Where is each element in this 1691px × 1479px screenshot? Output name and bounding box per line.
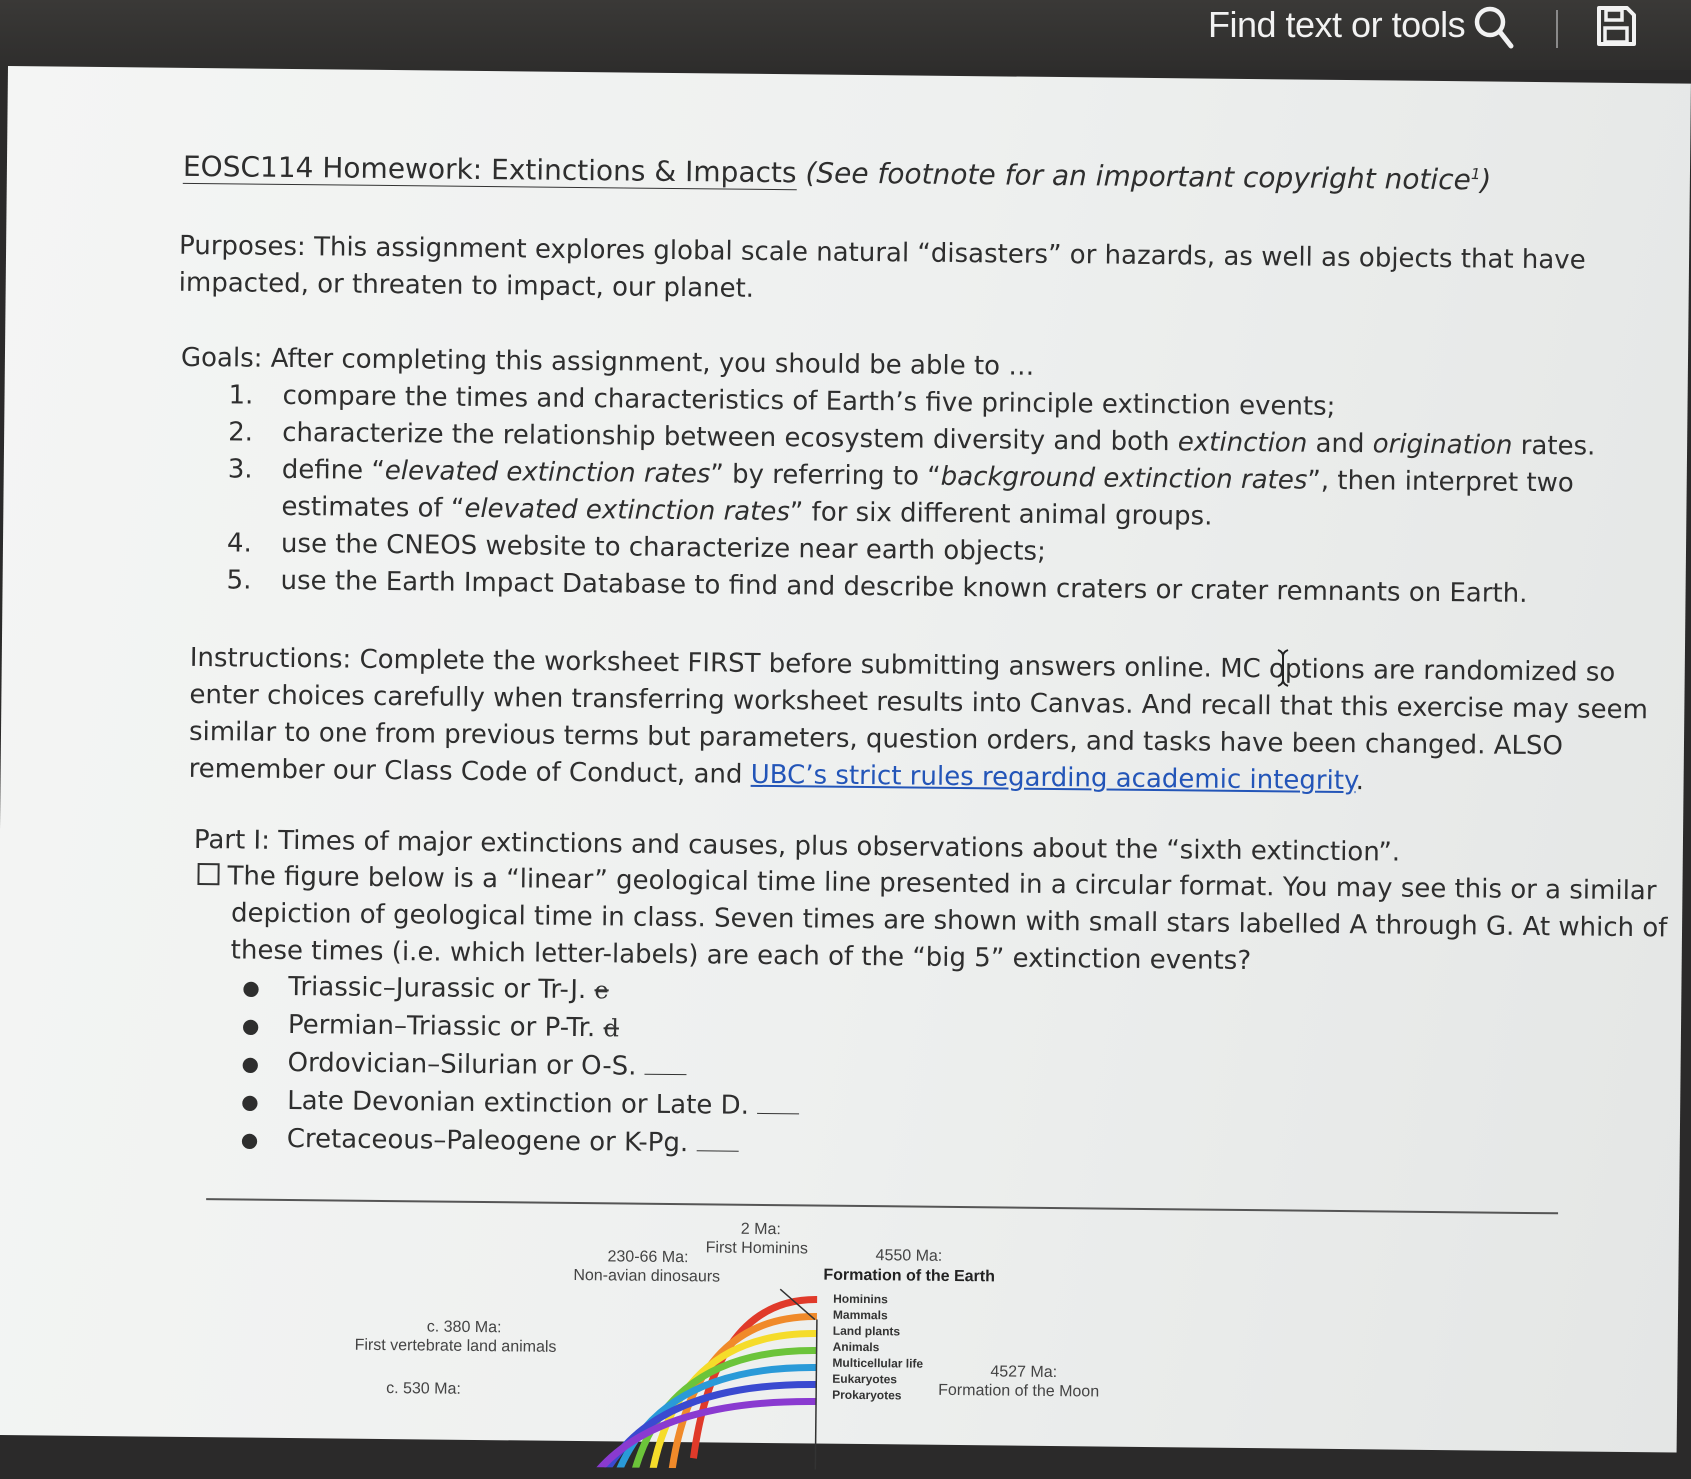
part1-heading: Part I: Times of major extinctions and causes, plus observations about the “sixth extinction”.: [193, 824, 1401, 868]
list-item: ● Triassic–Jurassic or Tr-J. e: [242, 971, 609, 1006]
goals-list: [226, 377, 1596, 613]
document-page: [0, 66, 1691, 1453]
label-530ma: c. 530 Ma:: [386, 1380, 461, 1398]
label-first-vertebrate: First vertebrate land animals: [354, 1336, 557, 1356]
legend-item: Prokaryotes: [832, 1387, 902, 1403]
list-item: 1. compare the times and characteristics of Earth’s five principle extinction events;: [228, 380, 1336, 422]
doc-title: [183, 150, 1492, 197]
label-formation-moon: Formation of the Moon: [938, 1381, 1100, 1401]
academic-integrity-link[interactable]: UBC’s strict rules regarding academic integrity: [750, 759, 1356, 797]
answer-field[interactable]: e: [594, 976, 609, 1005]
list-item: ● Ordovician–Silurian or O-S.: [241, 1045, 799, 1089]
list-item: ● Permian–Triassic or P-Tr. d: [241, 1009, 620, 1044]
purposes-label: Purposes:: [178, 230, 306, 263]
legend-item: Eukaryotes: [832, 1371, 898, 1387]
instructions-label: Instructions:: [189, 642, 352, 675]
title-note: (See footnote for an important copyright notice$^1$): [805, 156, 1492, 197]
part1-question: The figure below is a “linear” geological time line presented in a circular format. You may see this or a similar depiction of geological time in class. Seven times are shown with small stars labelled A through G. At which of these times (i.e. which letter-labels) are each of the “big 5” extinction events?: [197, 858, 1668, 984]
instructions-paragraph: Instructions: Complete the worksheet FIRST before submitting answers online. MC options are randomized so enter choices carefully when transferring worksheet results into Canvas. And recall that this exercise may seem similar to one from previous terms but parameters, question orders, and tasks have been changed. ALSO remember our Class Code of Conduct, and UBC’s strict rules regarding academic integrity.: [188, 642, 1649, 797]
list-item: 3. define “elevated extinction rates” by referring to “background extinction rates”, then interpret two: [227, 454, 1574, 499]
label-formation-earth: Formation of the Earth: [823, 1266, 996, 1286]
answer-field[interactable]: d: [603, 1014, 620, 1043]
legend-item: Hominins: [833, 1291, 888, 1307]
toolbar-divider: [1556, 10, 1558, 48]
section-divider: [206, 1198, 1558, 1214]
text-cursor-icon: [1275, 648, 1291, 688]
purposes-paragraph: Purposes: This assignment explores global scale natural “disasters” or hazards, as well as objects that have impacted, or threaten to impact, our planet.: [178, 230, 1586, 304]
label-230-66ma: 230-66 Ma:: [607, 1248, 689, 1267]
label-4527ma: 4527 Ma:: [990, 1363, 1058, 1382]
label-4550ma: 4550 Ma:: [875, 1247, 943, 1265]
list-item-cont: estimates of “elevated extinction rates” for six different animal groups.: [281, 491, 1213, 532]
legend-item: Animals: [832, 1339, 880, 1355]
list-item: 5. use the Earth Impact Database to find and describe known craters or crater remnants on Earth.: [226, 565, 1528, 609]
list-item: 4. use the CNEOS website to characterize near earth objects;: [226, 528, 1046, 567]
label-non-avian-dinosaurs: Non-avian dinosaurs: [573, 1266, 721, 1286]
list-item: 2. characterize the relationship between ecosystem diversity and both extinction and origination rates.: [228, 417, 1596, 462]
legend-item: Multicellular life: [832, 1355, 924, 1371]
label-380ma: c. 380 Ma:: [426, 1318, 502, 1337]
goals-intro: Goals: After completing this assignment, you should be able to …: [180, 342, 1035, 382]
list-item: ● Late Devonian extinction or Late D.: [241, 1082, 799, 1126]
find-text-or-tools-label[interactable]: Find text or tools: [1208, 4, 1466, 45]
answer-field[interactable]: [645, 1068, 687, 1075]
goals-label: Goals:: [180, 342, 263, 374]
list-item: ● Cretaceous–Paleogene or K-Pg.: [241, 1120, 799, 1164]
legend-item: Land plants: [832, 1323, 901, 1339]
legend-item: Mammals: [832, 1307, 888, 1323]
answer-field[interactable]: [757, 1107, 799, 1114]
spiral-legend: [832, 1291, 924, 1404]
label-first-hominins: First Hominins: [705, 1239, 808, 1258]
question-checkbox[interactable]: [197, 863, 219, 885]
title-main: EOSC114 Homework: Extinctions & Impacts: [182, 149, 797, 190]
search-icon[interactable]: [1472, 4, 1514, 50]
save-icon[interactable]: [1594, 4, 1638, 48]
answer-field[interactable]: [696, 1144, 738, 1151]
events-list: [241, 969, 801, 1165]
spiral-arc: [693, 1298, 817, 1459]
label-2ma: 2 Ma:: [740, 1220, 781, 1239]
geologic-time-spiral: [553, 1267, 875, 1470]
pdf-toolbar: [0, 0, 1691, 70]
